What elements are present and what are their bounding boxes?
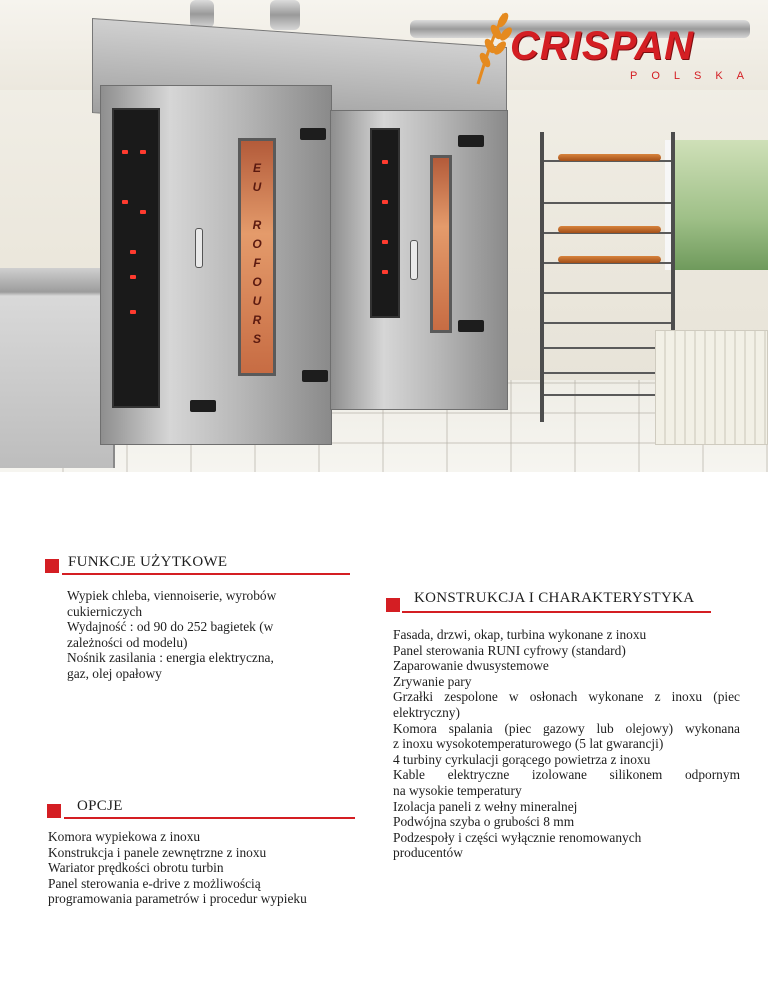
text-line: Zrywanie pary — [393, 673, 472, 689]
section-title: OPCJE — [77, 798, 123, 814]
konstrukcja-body — [393, 627, 740, 861]
text-line: Komora spalania (piec gazowy lub olejowy) wykonana — [393, 720, 740, 736]
rack-oven-right — [330, 110, 508, 410]
vent-slot — [458, 135, 484, 147]
vent-slot — [300, 128, 326, 140]
door-handle — [410, 240, 418, 280]
text-line: Wydajność : od 90 do 252 bagietek (w — [67, 619, 274, 635]
text-line: Komora wypiekowa z inoxu — [48, 829, 201, 844]
exhaust-pipe — [270, 0, 300, 30]
crispan-logo — [470, 6, 760, 88]
text-line: Panel sterowania e-drive z możliwością — [48, 875, 261, 891]
opcje-body — [48, 829, 363, 907]
section-title: KONSTRUKCJA I CHARAKTERYSTYKA — [414, 590, 695, 606]
text-line: Kable elektryczne izolowane silikonem odpornym — [393, 767, 740, 783]
bread-baskets — [655, 330, 768, 445]
text-line: zależności od modelu) — [67, 634, 188, 650]
text-line: na wysokie temperatury — [393, 782, 522, 798]
section-rule — [402, 611, 711, 613]
steel-counter — [0, 268, 115, 468]
oven-control-panel — [370, 128, 400, 318]
vent-slot — [458, 320, 484, 332]
vent-slot — [190, 400, 216, 412]
brand-subtitle: POLSKA — [630, 70, 759, 82]
text-line: programowania parametrów i procedur wypieku — [48, 891, 307, 907]
text-line: Nośnik zasilania : energia elektryczna, — [67, 650, 274, 666]
text-line: 4 turbiny cyrkulacji gorącego powietrza z inoxu — [393, 751, 651, 767]
text-line: Wypiek chleba, viennoiserie, wyrobów — [67, 588, 277, 603]
text-line: Wariator prędkości obrotu turbin — [48, 860, 224, 876]
section-rule — [64, 817, 355, 819]
hero-photo — [0, 0, 768, 472]
section-header-opcje — [47, 798, 355, 822]
text-line: gaz, olej opałowy — [67, 665, 162, 681]
section-marker — [386, 598, 400, 612]
text-line: Konstrukcja i panele zewnętrzne z inoxu — [48, 844, 267, 860]
text-line: Panel sterowania RUNI cyfrowy (standard) — [393, 642, 626, 658]
section-header-konstrukcja — [386, 590, 711, 614]
funkcje-body — [67, 588, 312, 682]
vent-slot — [302, 370, 328, 382]
brand-name: CRISPAN — [510, 24, 695, 68]
text-line: producentów — [393, 845, 463, 861]
text-line: cukierniczych — [67, 603, 143, 619]
text-line: Fasada, drzwi, okap, turbina wykonane z inoxu — [393, 627, 647, 642]
text-line: Zaparowanie dwusystemowe — [393, 658, 549, 674]
oven-door-window — [238, 138, 276, 376]
text-line: Grzałki zespolone w osłonach wykonane z inoxu (piec — [393, 689, 740, 705]
section-rule — [62, 573, 350, 575]
text-line: Podzespoły i części wyłącznie renomowanych — [393, 829, 642, 845]
oven-door-brand: E U R O F O U R S — [252, 161, 262, 346]
section-marker — [45, 559, 59, 573]
window — [665, 140, 768, 270]
text-line: Podwójna szyba o grubości 8 mm — [393, 814, 575, 830]
door-handle — [195, 228, 203, 268]
section-header-funkcje — [45, 554, 350, 578]
section-marker — [47, 804, 61, 818]
exhaust-pipe — [190, 0, 214, 28]
text-line: z inoxu wysokotemperaturowego (5 lat gwarancji) — [393, 736, 664, 752]
oven-control-panel — [112, 108, 160, 408]
oven-door-window — [430, 155, 452, 333]
text-line: Izolacja paneli z wełny mineralnej — [393, 798, 578, 814]
text-line: elektryczny) — [393, 704, 460, 720]
section-title: FUNKCJE UŻYTKOWE — [68, 554, 228, 570]
